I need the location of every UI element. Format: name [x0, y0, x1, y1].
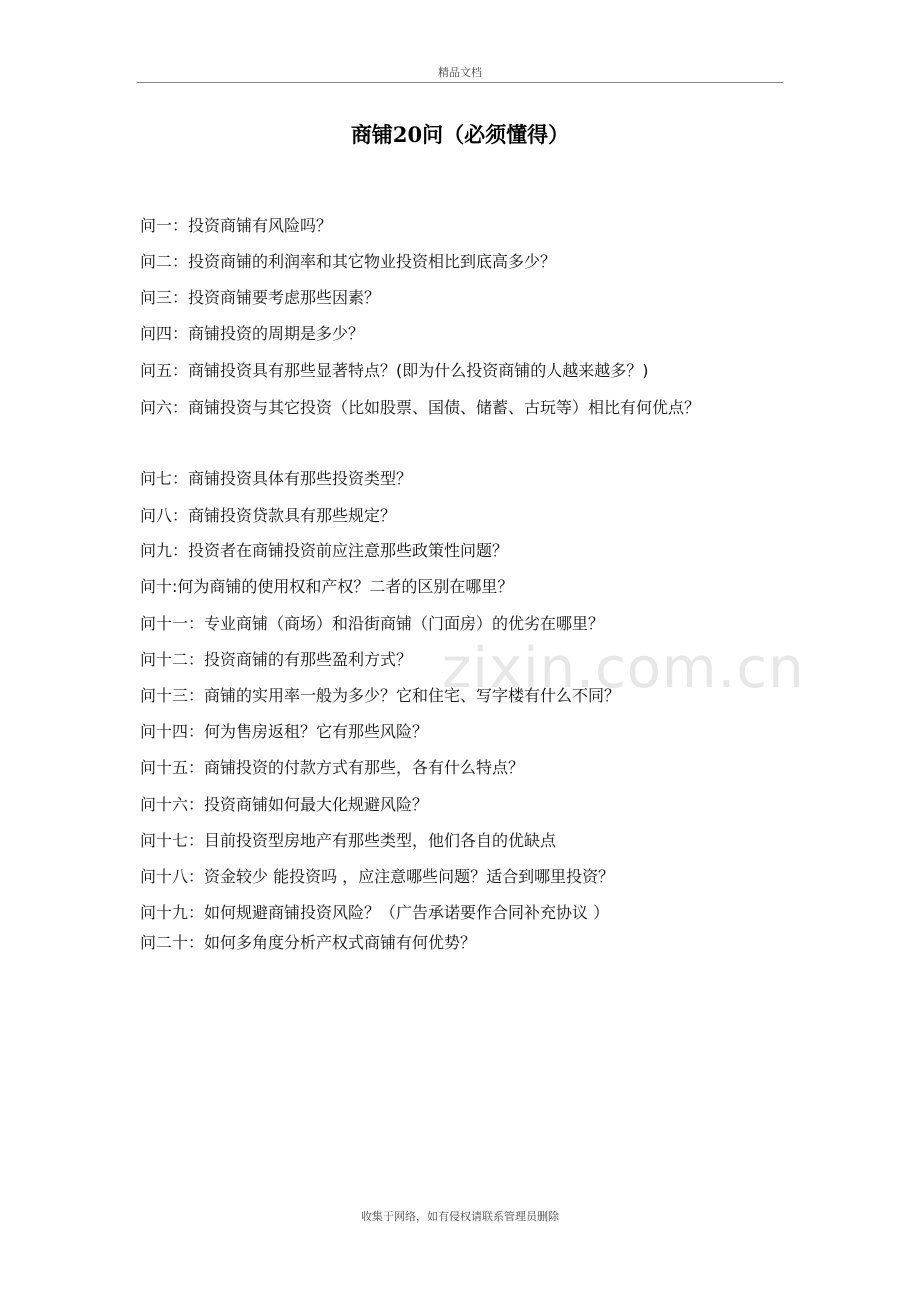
document-title: 商铺20问（必须懂得） [350, 122, 570, 147]
question-item-4: 问四：商铺投资的周期是多少？ [140, 324, 365, 343]
question-item-9: 问九：投资者在商铺投资前应注意那些政策性问题？ [140, 541, 509, 560]
question-item-18: 问十八：资金较少 能投资吗 ，应注意哪些问题？适合到哪里投资？ [140, 867, 615, 886]
question-item-15: 问十五：商铺投资的付款方式有那些，各有什么特点？ [140, 758, 525, 777]
question-item-1: 问一：投资商铺有风险吗？ [140, 216, 333, 235]
question-item-2: 问二：投资商铺的利润率和其它物业投资相比到底高多少？ [140, 252, 557, 271]
question-item-17: 问十七：目前投资型房地产有那些类型，他们各自的优缺点 [140, 831, 557, 850]
question-item-13: 问十三：商铺的实用率一般为多少？它和住宅、写字楼有什么不同？ [140, 686, 621, 705]
question-item-11: 问十一：专业商铺（商场）和沿街商铺（门面房）的优劣在哪里？ [140, 614, 605, 633]
question-item-10: 问十:何为商铺的使用权和产权？二者的区别在哪里？ [140, 577, 514, 596]
watermark-text: zixin.com.cn [442, 636, 805, 701]
question-item-7: 问七：商铺投资具体有那些投资类型？ [140, 469, 413, 488]
question-item-20: 问二十：如何多角度分析产权式商铺有何优势？ [140, 933, 477, 952]
question-item-16: 问十六：投资商铺如何最大化规避风险？ [140, 795, 429, 814]
question-item-6: 问六：商铺投资与其它投资（比如股票、国债、储蓄、古玩等）相比有何优点？ [140, 398, 701, 417]
question-item-14: 问十四：何为售房返租？它有那些风险？ [140, 722, 429, 741]
question-item-19: 问十九：如何规避商铺投资风险？（广告承诺要作合同补充协议 ） [140, 903, 610, 922]
page-footer [137, 1208, 783, 1224]
footer-text: 收集于网络，如有侵权请联系管理员删除 [361, 1210, 559, 1223]
question-item-5: 问五：商铺投资具有那些显著特点？(即为什么投资商铺的人越来越多？) [140, 361, 649, 380]
header-text: 精品文档 [438, 66, 482, 79]
question-item-3: 问三：投资商铺要考虑那些因素？ [140, 288, 381, 307]
question-item-8: 问八：商铺投资贷款具有那些规定？ [140, 506, 397, 525]
page-header [137, 64, 783, 83]
question-item-12: 问十二：投资商铺的有那些盈利方式？ [140, 650, 413, 669]
